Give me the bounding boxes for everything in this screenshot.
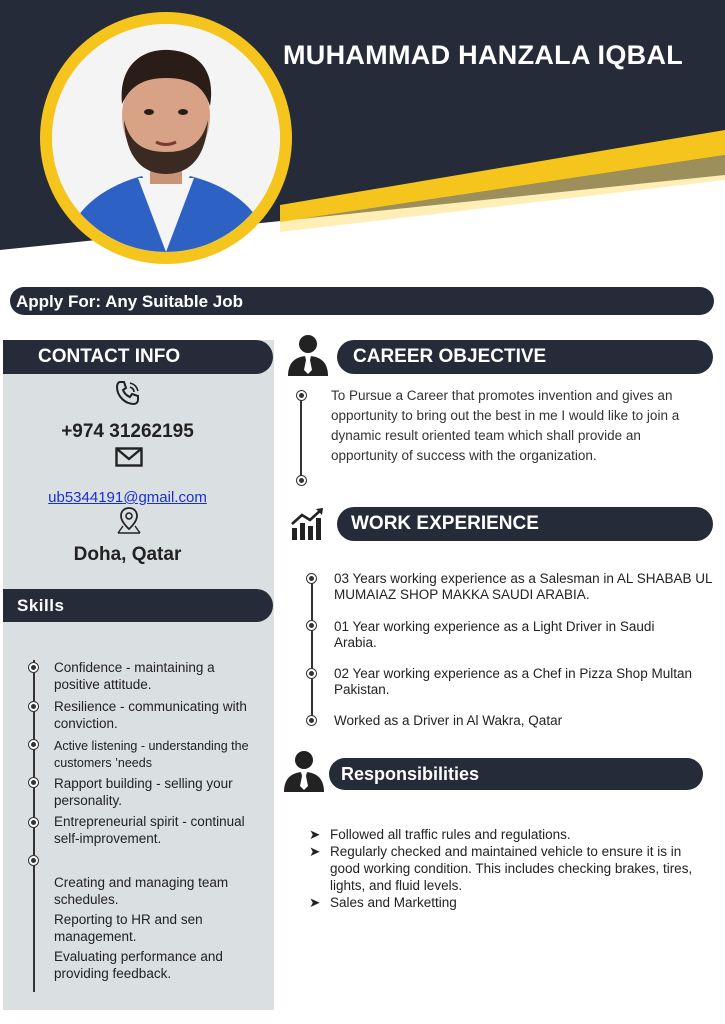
career-objective-heading — [337, 340, 713, 374]
responsibilities-list — [309, 826, 699, 911]
person-tie-icon — [282, 748, 326, 794]
arrow-bullet-icon: ➤ — [309, 895, 321, 910]
profile-photo — [52, 24, 280, 252]
skills-heading — [3, 589, 273, 622]
responsibilities-label: Responsibilities — [341, 764, 480, 784]
responsibility-item — [309, 843, 699, 894]
apply-for-text: Apply For: Any Suitable Job — [16, 292, 243, 311]
career-timeline — [300, 395, 302, 481]
skill-item: Active listening - understanding the customers ’needs — [54, 739, 249, 770]
work-bullet — [306, 668, 317, 679]
work-experience-label: WORK EXPERIENCE — [351, 513, 539, 534]
growth-chart-icon — [290, 506, 326, 542]
responsibilities-heading — [329, 758, 703, 790]
skill-item: Rapport building - selling your personality. — [54, 776, 233, 808]
skill-bullet — [28, 662, 39, 673]
phone-number: +974 31262195 — [61, 421, 194, 442]
skill-bullet — [28, 701, 39, 712]
work-bullet — [306, 573, 317, 584]
skill-item: Reporting to HR and sen management. — [54, 912, 203, 944]
arrow-bullet-icon: ➤ — [309, 827, 321, 842]
responsibility-text: Sales and Marketting — [330, 895, 457, 910]
phone-icon — [114, 379, 142, 407]
skill-item: Creating and managing team schedules. — [54, 875, 229, 907]
skill-bullet — [28, 739, 39, 750]
work-item: 02 Year working experience as a Chef in Pizza Shop Multan Pakistan. — [334, 666, 692, 697]
career-objective-label: CAREER OBJECTIVE — [353, 346, 547, 367]
skill-item: Evaluating performance and providing feedback. — [54, 949, 223, 981]
skill-bullet — [28, 817, 39, 828]
arrow-bullet-icon: ➤ — [309, 844, 321, 859]
work-timeline — [311, 578, 313, 722]
responsibility-text: Followed all traffic rules and regulations. — [330, 827, 571, 842]
skill-item: Confidence - maintaining a positive attitude. — [54, 660, 215, 692]
mail-icon — [115, 447, 143, 467]
work-experience-heading — [337, 507, 713, 541]
skill-bullet — [28, 855, 39, 866]
responsibility-item — [309, 826, 699, 843]
career-bullet — [296, 475, 307, 486]
work-bullet — [306, 715, 317, 726]
email-link[interactable]: ub5344191@gmail.com — [48, 489, 207, 506]
work-item: 01 Year working experience as a Light Driver in Saudi Arabia. — [334, 619, 655, 650]
location-pin-icon — [115, 505, 143, 535]
skill-bullet — [28, 777, 39, 788]
skill-item: Resilience - communicating with conviction. — [54, 699, 247, 731]
work-item: Worked as a Driver in Al Wakra, Qatar — [334, 713, 563, 728]
person-tie-icon — [286, 332, 330, 378]
work-item: 03 Years working experience as a Salesman in AL SHABAB UL MUMAIAZ SHOP MAKKA SAUDI ARABIA. — [334, 571, 712, 602]
work-bullet — [306, 620, 317, 631]
skill-item: Entrepreneurial spirit - continual self-improvement. — [54, 814, 245, 846]
career-objective-text: To Pursue a Career that promotes invention and gives an opportunity to bring out the best in me I would like to join a dynamic result oriented team which shall provide an opportunity of success with the organization. — [331, 388, 680, 463]
location-text: Doha, Qatar — [73, 544, 182, 565]
responsibility-item — [309, 894, 699, 911]
contact-info-label: CONTACT INFO — [38, 346, 181, 367]
contact-info-heading — [3, 340, 273, 374]
career-bullet — [296, 390, 307, 401]
candidate-name: MUHAMMAD HANZALA IQBAL — [283, 40, 684, 70]
skills-label: Skills — [17, 596, 65, 615]
responsibility-text: Regularly checked and maintained vehicle to ensure it is in good working condition. This includes checking brakes, tires, lights, and fluid levels. — [330, 844, 693, 893]
